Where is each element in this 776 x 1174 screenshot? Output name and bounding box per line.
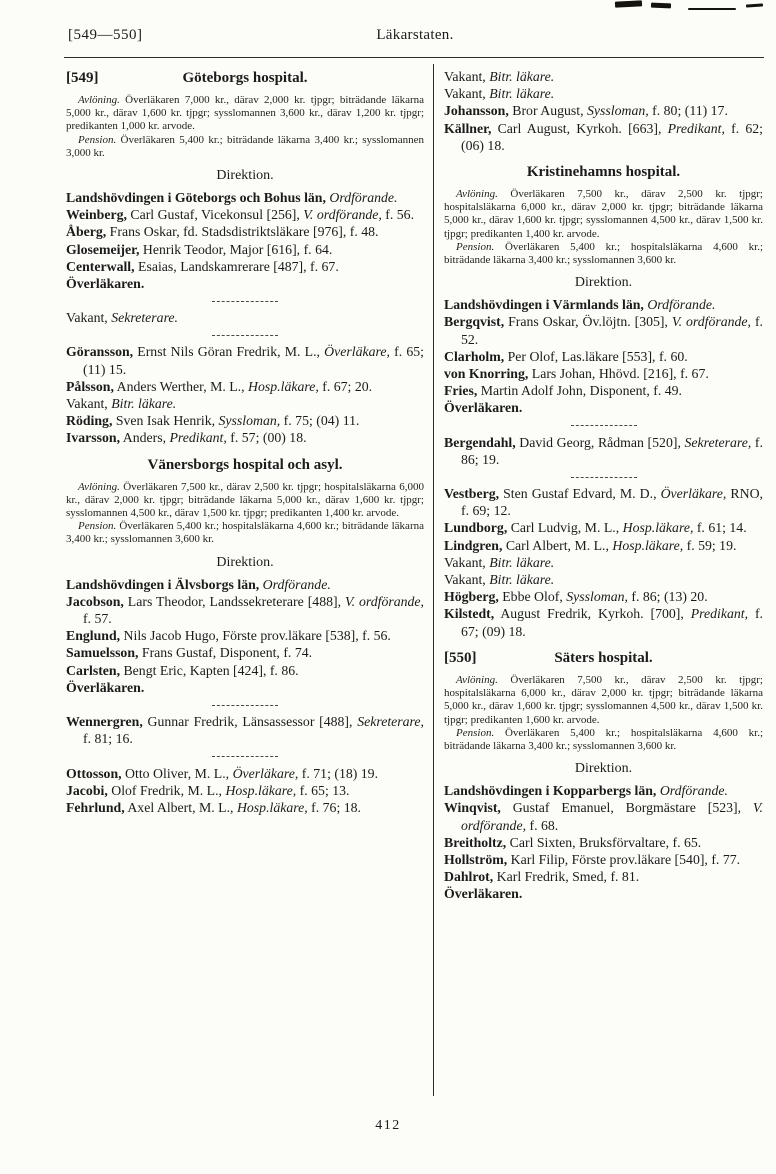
text-segment: f. 68. [526, 817, 559, 833]
directory-entry [444, 868, 763, 885]
text-segment: Weinberg, [66, 207, 127, 223]
directory-entry [444, 313, 763, 347]
text-segment: Överläkaren 5,400 kr.; hospitalsläkarna 4,600 kr.; biträdande läkarna 3,400 kr.; sysslomannen 3,600 kr. [66, 520, 424, 546]
text-segment: Pension. [456, 726, 495, 739]
text-segment: Sekreterare, [357, 714, 424, 730]
text-segment: Frans Oskar, Öv.löjtn. [305], [504, 314, 672, 330]
text-segment: Avlöning. [78, 94, 120, 106]
salary-note [444, 188, 763, 241]
directory-entry [444, 399, 763, 416]
text-segment: Bitr. läkare. [489, 86, 555, 102]
directory-entry [66, 309, 424, 326]
text-segment: V. ordförande, [344, 593, 424, 609]
directory-entry [444, 85, 763, 102]
text-segment: Fehrlund, [66, 799, 125, 815]
text-segment: Ordförande. [325, 190, 398, 206]
directory-entry [66, 679, 424, 696]
directory-entry [66, 713, 424, 747]
text-segment: Pension. [456, 240, 495, 253]
text-segment: Jacobson, [66, 593, 124, 609]
text-segment: f. 67; 20. [318, 378, 373, 394]
text-segment: Överläkaren. [66, 276, 145, 292]
directory-entry [66, 782, 424, 799]
text-segment: Pålsson, [66, 378, 114, 394]
directory-entry [444, 588, 763, 605]
divider-line [212, 301, 278, 302]
section-heading [66, 69, 424, 88]
text-segment: Axel Albert, M. L., [124, 799, 237, 815]
text-segment: Hosp.läkare, [248, 378, 319, 394]
text-segment: Vakant, [444, 86, 490, 102]
divider-line [212, 335, 278, 336]
text-segment: Överläkaren 7,500 kr., därav 2,500 kr. tjpgr; hospitalsläkarna 6,000 kr., därav 2,000 kr. tjpgr; biträdande läkarna 5,000 kr., därav 1,600 kr. tjpgr; sysslomannen 4,500 kr., därav 1,500 kr. tjpgr; predikanten 1,400 kr. arvode. [444, 188, 763, 240]
page-range: [549—550] [68, 27, 143, 43]
text-segment: f. 62; (06) 18. [461, 120, 764, 153]
text-segment: Hosp.läkare, [225, 782, 297, 798]
text-segment: Överläkaren 7,500 kr., därav 2,500 kr. tjpgr; hospitalsläkarna 6,000 kr., därav 2,000 kr. tjpgr; biträdande läkarna 5,000 kr., därav 1,600 kr. tjpgr; sysslomannen 4,500 kr., därav 1,500 kr. tjpgr; predikanten 1,600 kr. arvode. [444, 673, 763, 726]
salary-note [444, 674, 763, 727]
scan-artifact [651, 3, 671, 9]
text-segment: Predikant, [667, 120, 725, 136]
text-segment: Sekreterare. [111, 310, 179, 326]
divider-line [571, 477, 637, 478]
text-segment: David Georg, Rådman [520], [515, 434, 685, 450]
text-segment: Johansson, [444, 103, 509, 119]
text-segment: Dahlrot, [444, 869, 494, 885]
text-segment: Syssloman, [587, 103, 649, 119]
text-segment: Carl Sixten, Bruksförvaltare, f. 65. [506, 834, 702, 850]
text-segment: Kilstedt, [444, 606, 495, 622]
text-segment: Överläkaren. [444, 886, 523, 902]
text-segment: Överläkaren 5,400 kr.; hospitalsläkarna 4,600 kr.; biträdande läkarna 3,400 kr.; sysslomannen 3,600 kr. [444, 726, 763, 752]
section-number: [549] [66, 70, 99, 86]
text-segment: Carl Albert, M. L., [502, 537, 613, 553]
text-segment: Winqvist, [444, 800, 501, 816]
text-segment: Avlöning. [78, 480, 120, 493]
text-segment: Hosp.läkare, [612, 537, 684, 553]
text-segment: Jacobi, [66, 782, 108, 798]
text-segment: Ordförande. [643, 297, 716, 313]
text-segment: Predikant, [690, 606, 749, 622]
text-segment: Bror August, [508, 103, 587, 119]
section-divider [444, 472, 763, 481]
text-segment: Carl August, Kyrkoh. [663], [491, 120, 668, 136]
text-segment: Vakant, [66, 396, 112, 412]
section-number: [550] [444, 649, 477, 666]
section-title: Göteborgs hospital. [182, 70, 308, 86]
text-segment: Gustaf Emanuel, Borgmästare [523], [500, 800, 753, 816]
directory-entry [444, 296, 763, 313]
header-rule [64, 57, 764, 58]
page-header [66, 27, 764, 44]
text-segment: Sven Isak Henrik, [112, 413, 219, 429]
text-segment: Centerwall, [66, 258, 135, 274]
directory-entry [66, 429, 424, 446]
text-segment: Predikant, [169, 430, 227, 446]
text-segment: Esaias, Landskamrerare [487], f. 67. [134, 258, 339, 274]
text-segment: von Knorring, [444, 366, 529, 382]
text-segment: Hollström, [444, 851, 508, 867]
text-segment: f. 56. [381, 207, 415, 223]
directory-entry [66, 395, 424, 412]
section-divider [66, 296, 424, 305]
divider-line [212, 756, 278, 757]
text-segment: Landshövdingen i Värmlands län, [444, 297, 644, 313]
page-number: 412 [375, 1118, 401, 1133]
text-segment: Överläkaren 7,000 kr., därav 2,000 kr. tjpgr; biträdande läkarna 5,000 kr., därav 1,600 kr. tjpgr; sysslomannen 3,600 kr., därav 1,200 kr. tjpgr; predikanten 1,000 kr. arvode. [66, 94, 424, 133]
column-left [66, 68, 424, 816]
text-segment: f. 67; (09) 18. [461, 606, 763, 639]
column-right [444, 68, 763, 903]
text-segment: Syssloman, [566, 589, 628, 605]
directory-entry [66, 241, 424, 258]
text-segment: f. 86; 19. [461, 434, 763, 467]
directory-entry [444, 605, 763, 639]
text-segment: Sten Gustaf Edvard, M. D., [499, 486, 661, 502]
salary-note [66, 481, 424, 521]
text-segment: Carl Ludvig, M. L., [507, 520, 623, 536]
text-segment: Bergendahl, [444, 434, 516, 450]
scan-artifact [688, 8, 736, 10]
text-segment: Överläkaren. [66, 679, 145, 695]
text-segment: Överläkaren 7,500 kr., därav 2,500 kr. tjpgr; hospitalsläkarna 6,000 kr., därav 2,000 kr. tjpgr; biträdande läkarna 5,000 kr., därav 1,600 kr. tjpgr; sysslomannen 4,500 kr., därav 1,500 kr. tjpgr; predikanten 1,400 kr. arvode. [66, 480, 424, 520]
directory-entry [66, 662, 424, 679]
text-segment: Lars Theodor, Landssekreterare [488], [123, 593, 345, 609]
directory-entry [66, 412, 424, 429]
section-divider [66, 752, 424, 761]
directory-entry [66, 765, 424, 782]
direktion-subheading: Direktion. [216, 554, 274, 570]
directory-entry [66, 799, 424, 816]
salary-note [66, 520, 424, 546]
directory-entry [444, 382, 763, 399]
directory-entry [66, 189, 424, 206]
text-segment: Karl Filip, Förste prov.läkare [540], f. 77. [507, 851, 741, 867]
text-segment: f. 57; (00) 18. [226, 430, 307, 446]
text-segment: Gunnar Fredrik, Länsassessor [488], [142, 714, 358, 730]
direktion-subheading: Direktion. [574, 275, 633, 291]
direktion-subheading: Direktion. [574, 761, 633, 777]
directory-entry [444, 554, 763, 571]
text-segment: Vakant, [444, 69, 490, 84]
text-segment: Avlöning. [456, 673, 498, 686]
running-title: Läkarstaten. [376, 27, 454, 43]
scan-artifact [746, 3, 763, 7]
text-segment: Glosemeijer, [66, 241, 140, 257]
text-segment: Landshövdingen i Göteborgs och Bohus län, [66, 190, 326, 206]
page-footer [0, 1118, 776, 1134]
column-divider-rule [433, 64, 434, 1096]
text-segment: Olof Fredrik, M. L., [107, 782, 226, 798]
text-segment: Avlöning. [456, 188, 498, 201]
text-segment: f. 65; (11) 15. [83, 344, 424, 377]
text-segment: f. 80; (11) 17. [648, 103, 728, 119]
text-segment: Per Olof, Las.läkare [553], f. 60. [504, 348, 688, 364]
text-segment: Breitholtz, [444, 834, 507, 850]
text-segment: f. 65; 13. [296, 782, 350, 798]
text-segment: Lars Johan, Hhövd. [216], f. 67. [528, 366, 709, 382]
text-segment: Ebbe Olof, [498, 589, 567, 605]
text-segment: Nils Jacob Hugo, Förste prov.läkare [538], f. 56. [120, 628, 391, 644]
section-heading [444, 649, 763, 668]
directory-entry [444, 120, 763, 154]
text-segment: Överläkaren 5,400 kr.; biträdande läkarna 3,400 kr.; sysslomannen 3,000 kr. [66, 133, 424, 159]
text-segment: f. 61; 14. [693, 520, 747, 536]
text-segment: Hosp.läkare, [622, 520, 694, 536]
text-segment: Vakant, [444, 554, 490, 570]
text-segment: Fries, [444, 383, 478, 399]
text-segment: Överläkaren 5,400 kr.; hospitalsläkarna 4,600 kr.; biträdande läkarna 3,400 kr.; sysslomannen 3,600 kr. [444, 240, 763, 267]
section-heading [444, 163, 763, 182]
directory-entry [444, 537, 763, 554]
text-segment: f. 52. [461, 314, 763, 347]
text-segment: Bergqvist, [444, 314, 505, 330]
text-segment: f. 59; 19. [683, 537, 737, 553]
directory-entry [444, 365, 763, 382]
text-segment: Karl Fredrik, Smed, f. 81. [493, 869, 640, 885]
directory-entry [66, 378, 424, 395]
text-segment: Lundborg, [444, 520, 508, 536]
directory-entry [66, 206, 424, 223]
text-segment: Ordförande. [656, 783, 728, 799]
directory-entry [444, 834, 763, 851]
scan-artifact [615, 0, 642, 7]
directory-entry [444, 885, 763, 902]
text-segment: Frans Oskar, fd. Stadsdistriktsläkare [976], f. 48. [106, 224, 379, 240]
text-segment: Lindgren, [444, 537, 503, 553]
section-divider [66, 330, 424, 339]
text-segment: Göransson, [66, 344, 134, 360]
section-title: Vänersborgs hospital och asyl. [147, 456, 343, 473]
directory-entry [66, 223, 424, 240]
text-segment: Hosp.läkare, [236, 799, 308, 815]
directory-entry [444, 799, 763, 833]
text-segment: Otto Oliver, M. L., [121, 765, 233, 781]
text-segment: Frans Gustaf, Disponent, f. 74. [138, 645, 313, 661]
divider-line [571, 425, 637, 426]
directory-entry [66, 593, 424, 627]
text-segment: Bitr. läkare. [111, 396, 177, 412]
directory-entry [66, 627, 424, 644]
text-segment: Anders, [120, 430, 170, 446]
directory-entry [444, 851, 763, 868]
text-segment: Källner, [444, 120, 492, 136]
directory-entry [444, 102, 763, 119]
directory-entry [444, 485, 763, 519]
text-segment: V. ordförande, [303, 207, 382, 223]
text-segment: Bitr. läkare. [489, 554, 555, 570]
direktion-subheading: Direktion. [216, 168, 274, 184]
text-segment: Pension. [78, 133, 117, 146]
divider-line [212, 705, 278, 706]
text-segment: August Fredrik, Kyrkoh. [700], [494, 606, 691, 622]
directory-entry [66, 343, 424, 377]
text-segment: Ernst Nils Göran Fredrik, M. L., [133, 344, 325, 360]
text-segment: Bitr. läkare. [489, 572, 555, 588]
text-segment: Landshövdingen i Kopparbergs län, [444, 783, 657, 799]
text-segment: Röding, [66, 413, 113, 429]
directory-entry [66, 576, 424, 593]
text-segment: Överläkare, [660, 486, 727, 502]
text-segment: f. 76; 18. [307, 799, 361, 815]
text-segment: Ordförande. [259, 576, 331, 592]
directory-entry [444, 571, 763, 588]
directory-entry [66, 275, 424, 292]
directory-entry [444, 519, 763, 536]
salary-note [66, 94, 424, 134]
text-segment: f. 86; (13) 20. [627, 589, 708, 605]
text-segment: Sekreterare, [684, 434, 752, 450]
text-segment: Carlsten, [66, 662, 121, 678]
text-segment: f. 57. [83, 611, 112, 627]
text-segment: f. 81; 16. [83, 731, 133, 747]
text-segment: RNO, f. 69; 12. [461, 486, 763, 519]
text-segment: V. ordförande, [671, 314, 751, 330]
text-segment: Samuelsson, [66, 645, 139, 661]
text-segment: Ottosson, [66, 765, 122, 781]
salary-note [444, 727, 763, 753]
text-segment: Överläkare, [324, 344, 390, 360]
text-segment: Bitr. läkare. [489, 69, 555, 84]
text-segment: Wennergren, [66, 714, 143, 730]
directory-entry [444, 434, 763, 468]
section-heading [66, 456, 424, 475]
section-divider [444, 421, 763, 430]
text-segment: V. ordförande, [461, 800, 763, 833]
text-segment: Englund, [66, 628, 121, 644]
text-segment: Åberg, [66, 224, 107, 240]
text-segment: Pension. [78, 520, 117, 533]
text-segment: Henrik Teodor, Major [616], f. 64. [139, 241, 333, 257]
text-segment: Clarholm, [444, 348, 505, 364]
text-segment: Martin Adolf John, Disponent, f. 49. [477, 383, 682, 399]
section-title: Säters hospital. [554, 649, 653, 666]
directory-entry [444, 782, 763, 799]
text-segment: Ivarsson, [66, 430, 121, 446]
text-segment: Vakant, [66, 310, 112, 326]
text-segment: f. 75; (04) 11. [280, 413, 360, 429]
text-segment: Överläkaren. [444, 400, 523, 416]
text-segment: Vakant, [444, 572, 490, 588]
directory-entry [66, 644, 424, 661]
section-title: Kristinehamns hospital. [526, 164, 681, 181]
salary-note [444, 241, 763, 267]
text-segment: Syssloman, [218, 413, 281, 429]
directory-entry [444, 348, 763, 365]
directory-entry [66, 258, 424, 275]
salary-note [66, 134, 424, 160]
text-segment: Bengt Eric, Kapten [424], f. 86. [120, 662, 299, 678]
text-segment: Landshövdingen i Älvsborgs län, [66, 576, 260, 592]
text-segment: Högberg, [444, 589, 499, 605]
directory-entry [444, 68, 763, 85]
text-segment: Anders Werther, M. L., [113, 378, 249, 394]
text-segment: f. 71; (18) 19. [298, 765, 379, 781]
text-segment: Vestberg, [444, 486, 500, 502]
section-divider [66, 700, 424, 709]
text-segment: Överläkare, [232, 765, 299, 781]
text-segment: Carl Gustaf, Vicekonsul [256], [126, 207, 304, 223]
